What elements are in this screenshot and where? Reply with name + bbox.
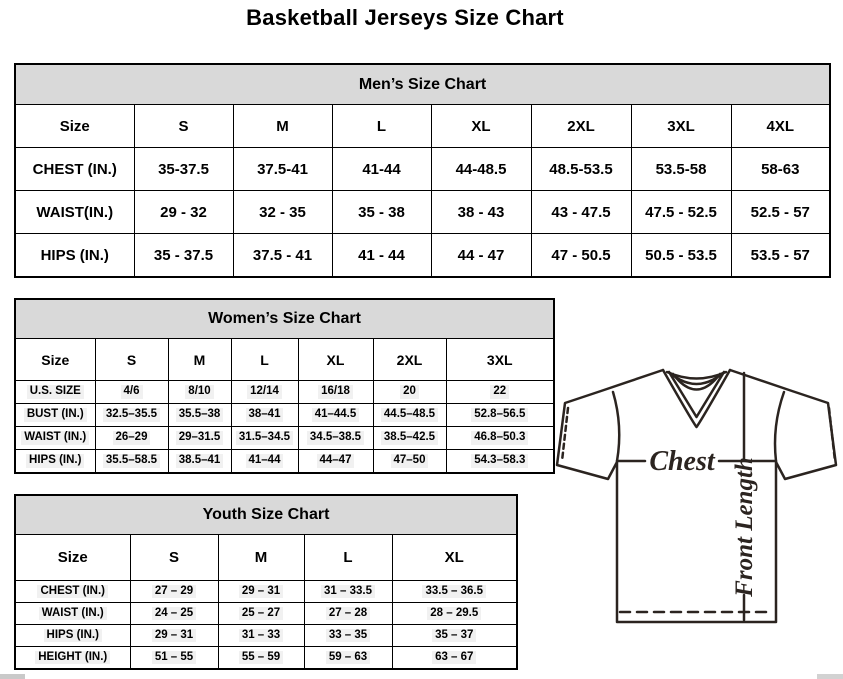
size-header-row	[15, 339, 554, 381]
table-cell: 27 – 29	[130, 581, 218, 603]
table-cell: 20	[373, 381, 446, 404]
header-cell: XL	[298, 339, 373, 381]
table-cell: 25 – 27	[218, 603, 304, 625]
table-title-row	[15, 64, 830, 105]
table-cell: 29 – 31	[130, 625, 218, 647]
table-cell: 29 – 31	[218, 581, 304, 603]
table-row	[15, 427, 554, 450]
table-cell: 41–44.5	[298, 404, 373, 427]
table-cell: 22	[446, 381, 554, 404]
table-row	[15, 381, 554, 404]
table-cell: 38.5–42.5	[373, 427, 446, 450]
table-cell: 28 – 29.5	[392, 603, 517, 625]
header-cell: 2XL	[373, 339, 446, 381]
jersey-left-sleeve-seam	[613, 392, 619, 461]
table-cell: 63 – 67	[392, 647, 517, 670]
header-cell: Size	[15, 535, 130, 581]
row-label: WAIST (IN.)	[15, 427, 95, 450]
table-cell: 53.5 - 57	[731, 234, 830, 278]
table-cell: 51 – 55	[130, 647, 218, 670]
table-cell: 58-63	[731, 148, 830, 191]
row-label: HIPS (IN.)	[15, 234, 134, 278]
header-cell: 3XL	[631, 105, 731, 148]
cropped-bottom-left-element	[0, 674, 25, 679]
header-cell: XL	[392, 535, 517, 581]
table-cell: 47 - 50.5	[531, 234, 631, 278]
header-cell: L	[231, 339, 298, 381]
table-cell: 46.8–50.3	[446, 427, 554, 450]
jersey-diagram	[555, 364, 843, 636]
row-label: U.S. SIZE	[15, 381, 95, 404]
table-cell: 37.5-41	[233, 148, 332, 191]
table-cell: 8/10	[168, 381, 231, 404]
header-cell: M	[218, 535, 304, 581]
cropped-bottom-right-element	[817, 674, 843, 679]
table-cell: 35 - 38	[332, 191, 431, 234]
table-cell: 27 – 28	[304, 603, 392, 625]
table-cell: 54.3–58.3	[446, 450, 554, 474]
table-row	[15, 450, 554, 474]
table-cell: 12/14	[231, 381, 298, 404]
chest-label: Chest	[649, 446, 715, 477]
table-cell: 31 – 33	[218, 625, 304, 647]
table-cell: 52.8–56.5	[446, 404, 554, 427]
header-cell: Size	[15, 105, 134, 148]
table-cell: 35 – 37	[392, 625, 517, 647]
table-cell: 34.5–38.5	[298, 427, 373, 450]
table-cell: 41 - 44	[332, 234, 431, 278]
row-label: BUST (IN.)	[15, 404, 95, 427]
table-cell: 32.5–35.5	[95, 404, 168, 427]
table-cell: 35.5–38	[168, 404, 231, 427]
row-label: HIPS (IN.)	[15, 625, 130, 647]
header-cell: XL	[431, 105, 531, 148]
table-row	[15, 603, 517, 625]
front-length-label: Front Length	[731, 457, 758, 597]
table-row	[15, 404, 554, 427]
header-cell: 3XL	[446, 339, 554, 381]
row-label: CHEST (IN.)	[15, 581, 130, 603]
row-label: WAIST(IN.)	[15, 191, 134, 234]
row-label: HEIGHT (IN.)	[15, 647, 130, 670]
header-cell: M	[233, 105, 332, 148]
header-cell: S	[130, 535, 218, 581]
table-title-row	[15, 299, 554, 339]
size-header-row	[15, 105, 830, 148]
youth-size-table	[14, 494, 518, 670]
header-cell: 2XL	[531, 105, 631, 148]
table-cell: 41–44	[231, 450, 298, 474]
table-cell: 43 - 47.5	[531, 191, 631, 234]
table-cell: 44-48.5	[431, 148, 531, 191]
table-cell: 31.5–34.5	[231, 427, 298, 450]
table-cell: 55 – 59	[218, 647, 304, 670]
table-cell: 37.5 - 41	[233, 234, 332, 278]
table-cell: 32 - 35	[233, 191, 332, 234]
table-cell: 26–29	[95, 427, 168, 450]
table-cell: 47–50	[373, 450, 446, 474]
row-label: WAIST (IN.)	[15, 603, 130, 625]
table-cell: 4/6	[95, 381, 168, 404]
table-cell: 35 - 37.5	[134, 234, 233, 278]
mens-size-table	[14, 63, 831, 278]
header-cell: S	[134, 105, 233, 148]
right-cuff-stitch-line	[829, 408, 835, 461]
table-row	[15, 191, 830, 234]
table-cell: 29–31.5	[168, 427, 231, 450]
womens-table-title: Women’s Size Chart	[15, 299, 554, 339]
table-cell: 44.5–48.5	[373, 404, 446, 427]
table-cell: 33 – 35	[304, 625, 392, 647]
womens-size-table	[14, 298, 555, 474]
table-cell: 35.5–58.5	[95, 450, 168, 474]
youth-table-title: Youth Size Chart	[15, 495, 517, 535]
table-row	[15, 625, 517, 647]
table-row	[15, 647, 517, 670]
table-cell: 47.5 - 52.5	[631, 191, 731, 234]
table-cell: 31 – 33.5	[304, 581, 392, 603]
table-cell: 41-44	[332, 148, 431, 191]
table-cell: 33.5 – 36.5	[392, 581, 517, 603]
size-header-row	[15, 535, 517, 581]
header-cell: Size	[15, 339, 95, 381]
table-cell: 38–41	[231, 404, 298, 427]
header-cell: M	[168, 339, 231, 381]
table-cell: 50.5 - 53.5	[631, 234, 731, 278]
header-cell: L	[332, 105, 431, 148]
header-cell: L	[304, 535, 392, 581]
table-cell: 16/18	[298, 381, 373, 404]
table-cell: 35-37.5	[134, 148, 233, 191]
table-cell: 59 – 63	[304, 647, 392, 670]
table-cell: 48.5-53.5	[531, 148, 631, 191]
table-row	[15, 148, 830, 191]
table-cell: 38.5–41	[168, 450, 231, 474]
jersey-right-sleeve-seam	[775, 392, 784, 461]
header-cell: 4XL	[731, 105, 830, 148]
page-title: Basketball Jerseys Size Chart	[246, 5, 564, 30]
mens-table-title: Men’s Size Chart	[15, 64, 830, 105]
table-cell: 44 - 47	[431, 234, 531, 278]
table-row	[15, 234, 830, 278]
jersey-outline	[557, 370, 836, 622]
table-cell: 29 - 32	[134, 191, 233, 234]
table-cell: 38 - 43	[431, 191, 531, 234]
header-cell: S	[95, 339, 168, 381]
table-cell: 52.5 - 57	[731, 191, 830, 234]
row-label: CHEST (IN.)	[15, 148, 134, 191]
table-row	[15, 581, 517, 603]
row-label: HIPS (IN.)	[15, 450, 95, 474]
table-cell: 24 – 25	[130, 603, 218, 625]
table-cell: 53.5-58	[631, 148, 731, 191]
table-title-row	[15, 495, 517, 535]
table-cell: 44–47	[298, 450, 373, 474]
